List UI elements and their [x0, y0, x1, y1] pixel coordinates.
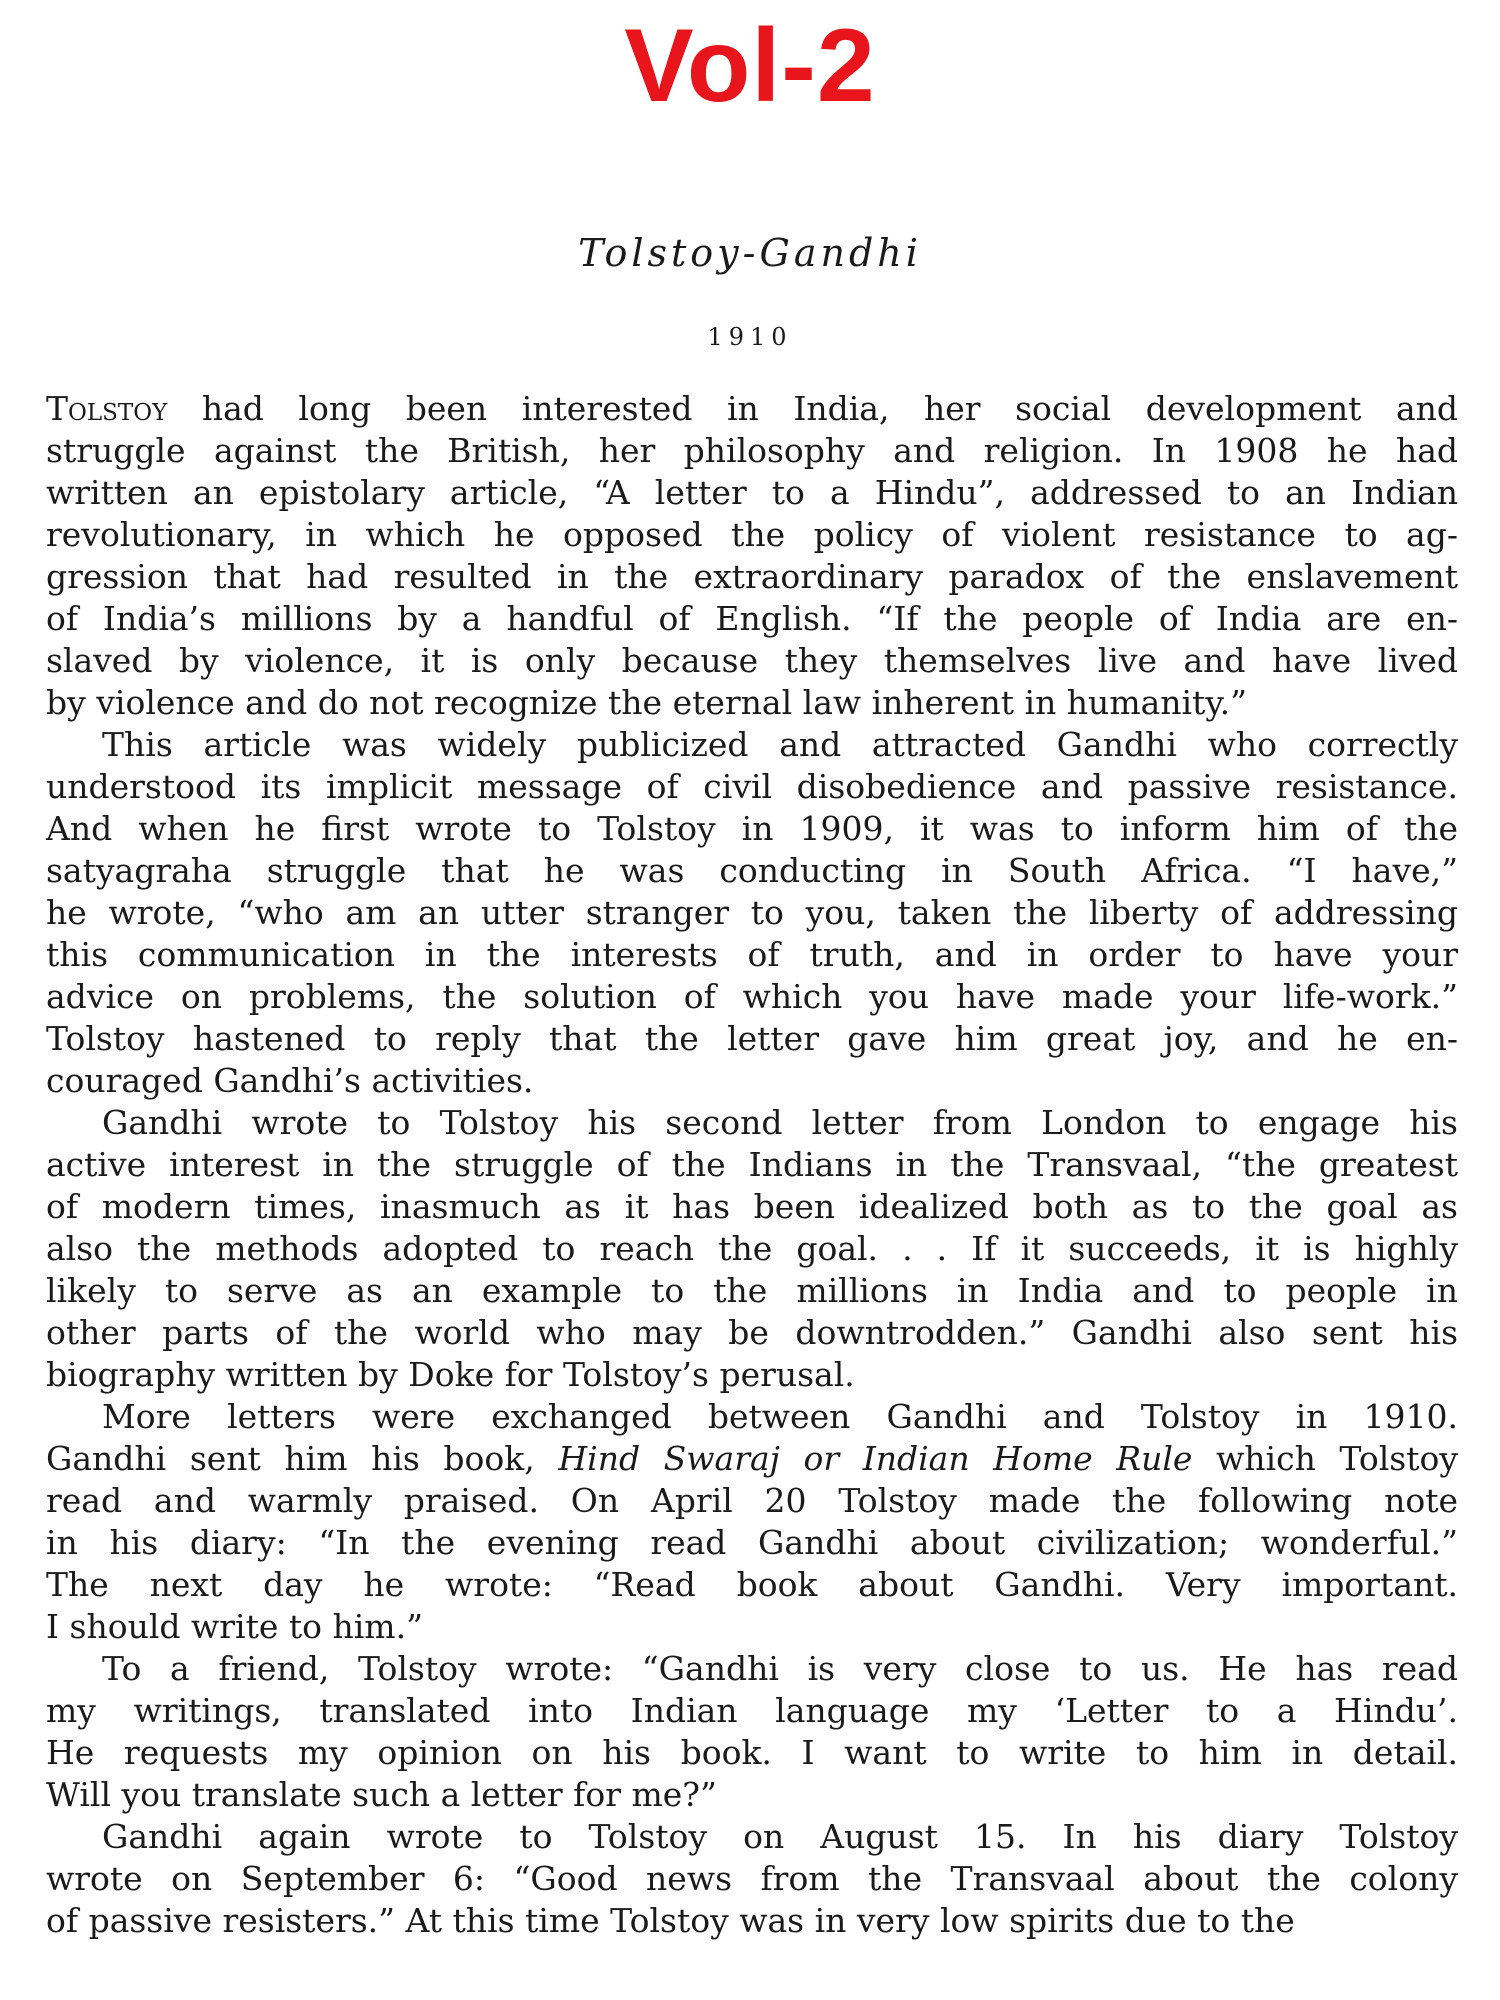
text-line: [46, 1396, 1458, 1438]
body-text: [46, 388, 1458, 1942]
chapter-year: 1910: [707, 323, 793, 351]
line-text: To a friend, Tolstoy wrote: “Gandhi is very close to us. He has read: [102, 1649, 1458, 1688]
text-line: [46, 892, 1458, 934]
line-text: gression that had resulted in the extraordinary paradox of the enslavement: [46, 557, 1458, 596]
volume-label: Vol-2: [624, 8, 876, 124]
text-line: [46, 1060, 1458, 1102]
text-line: [46, 388, 1458, 430]
line-text: written an epistolary article, “A letter to a Hindu”, addressed to an Indian: [46, 473, 1458, 512]
text-line: [46, 1018, 1458, 1060]
line-text: And when he first wrote to Tolstoy in 1909, it was to inform him of the: [46, 809, 1458, 848]
line-text: This article was widely publicized and attracted Gandhi who correctly: [102, 725, 1458, 764]
line-text: likely to serve as an example to the millions in India and to people in: [46, 1271, 1458, 1310]
text-line: [46, 934, 1458, 976]
paragraph: [46, 1648, 1458, 1816]
text-line: [46, 1144, 1458, 1186]
paragraph: [46, 1396, 1458, 1648]
text-line: [46, 430, 1458, 472]
line-text: struggle against the British, her philosophy and religion. In 1908 he had: [46, 431, 1458, 470]
book-title: Hind Swaraj or Indian Home Rule: [558, 1439, 1193, 1478]
text-line: [46, 1102, 1458, 1144]
text-line: [46, 598, 1458, 640]
line-text-tail: which Tolstoy: [1192, 1439, 1458, 1478]
paragraph: [46, 1816, 1458, 1942]
text-line: [46, 1312, 1458, 1354]
text-line: [46, 1858, 1458, 1900]
text-line: [46, 1228, 1458, 1270]
text-line: [46, 514, 1458, 556]
line-text: this communication in the interests of truth, and in order to have your: [46, 935, 1458, 974]
text-line: [46, 724, 1458, 766]
text-line: [46, 1648, 1458, 1690]
paragraph: [46, 388, 1458, 724]
line-text: Gandhi again wrote to Tolstoy on August 15. In his diary Tolstoy: [102, 1817, 1458, 1856]
line-text: my writings, translated into Indian language my ‘Letter to a Hindu’.: [46, 1691, 1458, 1730]
text-line: [46, 1774, 1458, 1816]
line-text: couraged Gandhi’s activities.: [46, 1061, 534, 1100]
line-text: Tolstoy hastened to reply that the letter gave him great joy, and he en-: [46, 1019, 1458, 1058]
paragraph: [46, 724, 1458, 1102]
line-text: of India’s millions by a handful of English. “If the people of India are en-: [46, 599, 1458, 638]
line-text: More letters were exchanged between Gandhi and Tolstoy in 1910.: [102, 1397, 1458, 1436]
text-line: [46, 850, 1458, 892]
line-text: Gandhi sent him his book,: [46, 1439, 559, 1478]
line-text: active interest in the struggle of the Indians in the Transvaal, “the greatest: [46, 1145, 1458, 1184]
line-text: other parts of the world who may be downtrodden.” Gandhi also sent his: [46, 1313, 1458, 1352]
line-text: slaved by violence, it is only because they themselves live and have lived: [46, 641, 1458, 680]
line-text: of modern times, inasmuch as it has been idealized both as to the goal as: [46, 1187, 1458, 1226]
line-text: he wrote, “who am an utter stranger to you, taken the liberty of addressing: [46, 893, 1458, 932]
lead-word: Tolstoy: [46, 389, 168, 428]
text-line: [46, 1270, 1458, 1312]
paragraph: [46, 1102, 1458, 1396]
text-line: [46, 1732, 1458, 1774]
text-line: [46, 1354, 1458, 1396]
text-line: [46, 766, 1458, 808]
text-line: [46, 1606, 1458, 1648]
line-text: revolutionary, in which he opposed the policy of violent resistance to ag-: [46, 515, 1458, 554]
line-text: The next day he wrote: “Read book about Gandhi. Very important.: [46, 1565, 1458, 1604]
line-text: of passive resisters.” At this time Tolstoy was in very low spirits due to the: [46, 1901, 1295, 1940]
line-text: had long been interested in India, her social development and: [167, 389, 1458, 428]
text-line: [46, 1438, 1458, 1480]
line-text: read and warmly praised. On April 20 Tolstoy made the following note: [46, 1481, 1458, 1520]
line-text: biography written by Doke for Tolstoy’s perusal.: [46, 1355, 855, 1394]
line-text: Gandhi wrote to Tolstoy his second letter from London to engage his: [102, 1103, 1458, 1142]
line-text: I should write to him.”: [46, 1607, 423, 1646]
line-text: by violence and do not recognize the eternal law inherent in humanity.”: [46, 683, 1247, 722]
text-line: [46, 682, 1458, 724]
line-text: advice on problems, the solution of which you have made your life-work.”: [46, 977, 1458, 1016]
line-text: also the methods adopted to reach the goal. . . If it succeeds, it is highly: [46, 1229, 1458, 1268]
text-line: [46, 1690, 1458, 1732]
text-line: [46, 640, 1458, 682]
text-line: [46, 1900, 1458, 1942]
text-line: [46, 1480, 1458, 1522]
text-line: [46, 808, 1458, 850]
text-line: [46, 1564, 1458, 1606]
line-text: wrote on September 6: “Good news from the Transvaal about the colony: [46, 1859, 1458, 1898]
text-line: [46, 976, 1458, 1018]
text-line: [46, 1522, 1458, 1564]
line-text: He requests my opinion on his book. I want to write to him in detail.: [46, 1733, 1458, 1772]
text-line: [46, 1816, 1458, 1858]
line-text: satyagraha struggle that he was conducting in South Africa. “I have,”: [46, 851, 1458, 890]
line-text: Will you translate such a letter for me?”: [46, 1775, 717, 1814]
chapter-title: Tolstoy-Gandhi: [578, 231, 922, 275]
text-line: [46, 556, 1458, 598]
text-line: [46, 1186, 1458, 1228]
text-line: [46, 472, 1458, 514]
line-text: in his diary: “In the evening read Gandhi about civilization; wonderful.”: [46, 1523, 1458, 1562]
line-text: understood its implicit message of civil disobedience and passive resistance.: [46, 767, 1458, 806]
